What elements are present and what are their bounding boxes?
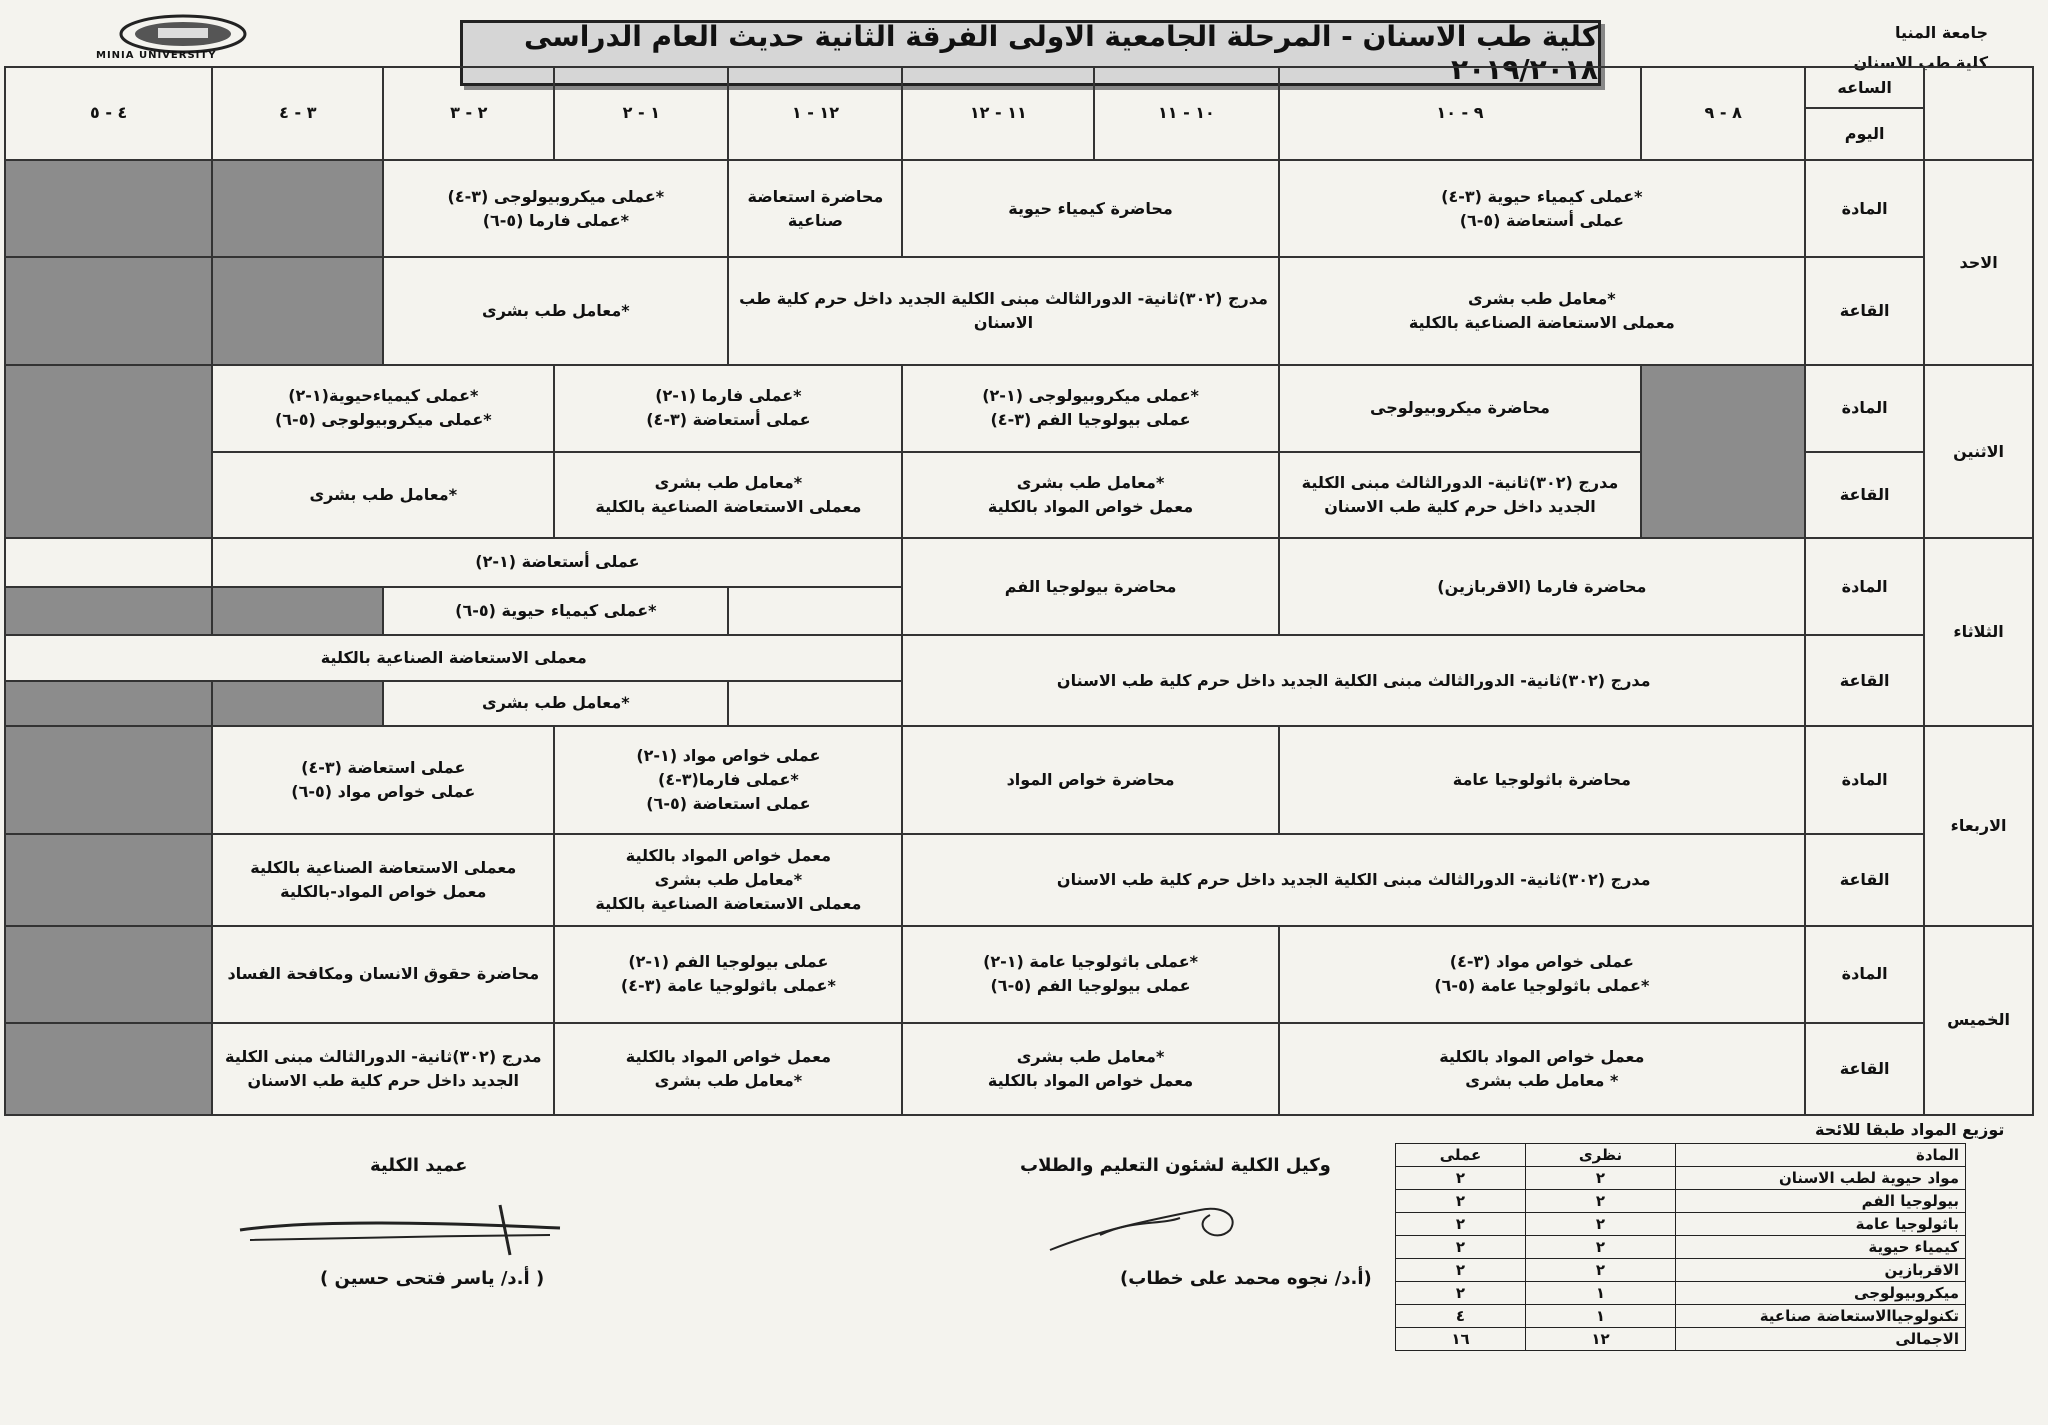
- table-row: [1396, 1167, 1966, 1190]
- slot-header: ١١ - ١٢: [902, 67, 1094, 160]
- empty-slot: [5, 587, 212, 636]
- subject-name: تكنولوجياالاستعاضة صناعية: [1676, 1305, 1966, 1328]
- subject-label: المادة: [1805, 926, 1924, 1023]
- vice-dean-name: (أ.د/ نجوه محمد على خطاب): [1120, 1268, 1372, 1289]
- room-cell: مدرج (٣٠٢)ثانية- الدورالثالث مبنى الكلية الجديد داخل حرم كلية طب الاسنان: [902, 635, 1805, 726]
- empty-slot: [5, 681, 212, 726]
- room-cell: *معامل طب بشرى: [212, 452, 554, 538]
- day-tuesday: الثلاثاء: [1924, 538, 2033, 726]
- schedule-cell: محاضرة فارما (الاقربازين): [1279, 538, 1805, 635]
- table-row: [1396, 1190, 1966, 1213]
- hour-label: الساعه: [1805, 67, 1924, 108]
- empty-slot: [1641, 365, 1805, 538]
- total-theory: ١٢: [1526, 1328, 1676, 1351]
- empty-slot: [728, 587, 902, 636]
- empty-slot: [5, 160, 212, 257]
- subject-name: كيمياء حيوية: [1676, 1236, 1966, 1259]
- theory-hours: ١: [1526, 1282, 1676, 1305]
- subject-name: بيولوجيا الفم: [1676, 1190, 1966, 1213]
- room-label: القاعة: [1805, 452, 1924, 538]
- theory-hours: ٢: [1526, 1236, 1676, 1259]
- room-cell: *معامل طب بشرى معمل خواص المواد بالكلية: [902, 452, 1278, 538]
- schedule-cell: *عملى فارما (١-٢) عملى أستعاضة (٣-٤): [554, 365, 902, 451]
- room-label: القاعة: [1805, 635, 1924, 726]
- schedule-cell: *عملى كيمياءحيوية(١-٢) *عملى ميكروبيولوجى (٥-٦): [212, 365, 554, 451]
- total-label: الاجمالى: [1676, 1328, 1966, 1351]
- table-row: [1396, 1282, 1966, 1305]
- empty-slot: [5, 257, 212, 365]
- room-label: القاعة: [1805, 257, 1924, 365]
- room-cell: معملى الاستعاضة الصناعية بالكلية: [5, 635, 902, 680]
- dean-name: ( أ.د/ ياسر فتحى حسين ): [320, 1268, 545, 1289]
- slot-header: ٢ - ٣: [383, 67, 554, 160]
- schedule-cell: عملى أستعاضة (١-٢): [212, 538, 902, 587]
- schedule-cell: محاضرة ميكروبيولوجى: [1279, 365, 1642, 451]
- schedule-cell: محاضرة استعاضة صناعية: [728, 160, 902, 257]
- room-cell: معمل خواص المواد بالكلية *معامل طب بشرى: [554, 1023, 902, 1115]
- empty-slot: [212, 587, 383, 636]
- total-practical: ١٦: [1396, 1328, 1526, 1351]
- slot-header: ١٢ - ١: [728, 67, 902, 160]
- table-header-row: [1396, 1144, 1966, 1167]
- empty-slot: [5, 538, 212, 587]
- empty-slot: [5, 365, 212, 538]
- dean-title: عميد الكلية: [370, 1155, 468, 1176]
- room-cell: مدرج (٣٠٢)ثانية- الدورالثالث مبنى الكلية الجديد داخل حرم كلية طب الاسنان: [728, 257, 1278, 365]
- empty-slot: [5, 726, 212, 834]
- slot-header: ٣ - ٤: [212, 67, 383, 160]
- schedule-cell: محاضرة حقوق الانسان ومكافحة الفساد: [212, 926, 554, 1023]
- practical-hours: ٢: [1396, 1190, 1526, 1213]
- subject-name: الاقربازين: [1676, 1259, 1966, 1282]
- day-label: اليوم: [1805, 108, 1924, 160]
- slot-header: ١٠ - ١١: [1094, 67, 1278, 160]
- practical-hours: ٢: [1396, 1236, 1526, 1259]
- distribution-table: [1395, 1143, 1966, 1351]
- room-cell: معمل خواص المواد بالكلية *معامل طب بشرى معملى الاستعاضة الصناعية بالكلية: [554, 834, 902, 926]
- practical-hours: ٢: [1396, 1213, 1526, 1236]
- theory-hours: ٢: [1526, 1259, 1676, 1282]
- empty-slot: [5, 1023, 212, 1115]
- schedule-cell: محاضرة كيمياء حيوية: [902, 160, 1278, 257]
- empty-slot: [728, 681, 902, 726]
- day-monday: الاثنين: [1924, 365, 2033, 538]
- schedule-cell: *عملى ميكروبيولوجى (٣-٤) *عملى فارما (٥-٦): [383, 160, 728, 257]
- logo-text: MINIA UNIVERSITY: [96, 50, 217, 61]
- schedule-cell: عملى خواص مواد (٣-٤) *عملى باثولوجيا عامة (٥-٦): [1279, 926, 1805, 1023]
- subject-name: ميكروبيولوجى: [1676, 1282, 1966, 1305]
- subject-label: المادة: [1805, 160, 1924, 257]
- subject-label: المادة: [1805, 365, 1924, 451]
- day-thursday: الخميس: [1924, 926, 2033, 1115]
- room-cell: معمل خواص المواد بالكلية * معامل طب بشرى: [1279, 1023, 1805, 1115]
- schedule-cell: *عملى ميكروبيولوجى (١-٢) عملى بيولوجيا الفم (٣-٤): [902, 365, 1278, 451]
- schedule-cell: عملى خواص مواد (١-٢) *عملى فارما(٣-٤) عملى استعاضة (٥-٦): [554, 726, 902, 834]
- room-label: القاعة: [1805, 1023, 1924, 1115]
- vice-dean-signature: [1040, 1190, 1260, 1260]
- schedule-cell: محاضرة خواص المواد: [902, 726, 1278, 834]
- room-cell: مدرج (٣٠٢)ثانية- الدورالثالث مبنى الكلية الجديد داخل حرم كلية طب الاسنان: [1279, 452, 1642, 538]
- empty-slot: [212, 681, 383, 726]
- practical-hours: ٤: [1396, 1305, 1526, 1328]
- schedule-cell: *عملى باثولوجيا عامة (١-٢) عملى بيولوجيا الفم (٥-٦): [902, 926, 1278, 1023]
- faculty-name: كلية طب الاسنان: [1853, 53, 1988, 72]
- empty-slot: [212, 257, 383, 365]
- column-header: نظرى: [1526, 1144, 1676, 1167]
- day-sunday: الاحد: [1924, 160, 2033, 365]
- room-cell: *معامل طب بشرى معمل خواص المواد بالكلية: [902, 1023, 1278, 1115]
- schedule-cell: عملى بيولوجيا الفم (١-٢) *عملى باثولوجيا عامة (٣-٤): [554, 926, 902, 1023]
- day-wednesday: الاربعاء: [1924, 726, 2033, 926]
- room-cell: مدرج (٣٠٢)ثانية- الدورالثالث مبنى الكلية الجديد داخل حرم كلية طب الاسنان: [212, 1023, 554, 1115]
- subject-name: باثولوجيا عامة: [1676, 1213, 1966, 1236]
- room-cell: معملى الاستعاضة الصناعية بالكلية معمل خواص المواد-بالكلية: [212, 834, 554, 926]
- table-row: [1396, 1213, 1966, 1236]
- vice-dean-title: وكيل الكلية لشئون التعليم والطلاب: [1020, 1155, 1331, 1176]
- theory-hours: ٢: [1526, 1190, 1676, 1213]
- column-header: المادة: [1676, 1144, 1966, 1167]
- schedule-cell: محاضرة باثولوجيا عامة: [1279, 726, 1805, 834]
- subject-name: مواد حيوية لطب الاسنان: [1676, 1167, 1966, 1190]
- practical-hours: ٢: [1396, 1259, 1526, 1282]
- subject-label: المادة: [1805, 726, 1924, 834]
- theory-hours: ٢: [1526, 1167, 1676, 1190]
- table-row: [1396, 1259, 1966, 1282]
- empty-slot: [5, 926, 212, 1023]
- room-cell: *معامل طب بشرى: [383, 257, 728, 365]
- schedule-cell: *عملى كيمياء حيوية (٣-٤) عملى أستعاضة (٥-٦): [1279, 160, 1805, 257]
- page-title: كلية طب الاسنان - المرحلة الجامعية الاولى الفرقة الثانية حديث العام الدراسى ٢٠١٩/٢٠١٨: [460, 20, 1601, 86]
- slot-header: ٩ - ١٠: [1279, 67, 1642, 160]
- table-row: [1396, 1305, 1966, 1328]
- room-cell: *معامل طب بشرى معملى الاستعاضة الصناعية بالكلية: [1279, 257, 1805, 365]
- room-label: القاعة: [1805, 834, 1924, 926]
- corner-cell: [1924, 67, 2033, 160]
- room-cell: مدرج (٣٠٢)ثانية- الدورالثالث مبنى الكلية الجديد داخل حرم كلية طب الاسنان: [902, 834, 1805, 926]
- table-total-row: [1396, 1328, 1966, 1351]
- schedule-cell: عملى استعاضة (٣-٤) عملى خواص مواد (٥-٦): [212, 726, 554, 834]
- dean-signature: [230, 1200, 570, 1260]
- schedule-table: [4, 66, 2034, 1116]
- slot-header: ٨ - ٩: [1641, 67, 1805, 160]
- slot-header: ١ - ٢: [554, 67, 728, 160]
- theory-hours: ١: [1526, 1305, 1676, 1328]
- subject-label: المادة: [1805, 538, 1924, 635]
- theory-hours: ٢: [1526, 1213, 1676, 1236]
- column-header: عملى: [1396, 1144, 1526, 1167]
- table-row: [1396, 1236, 1966, 1259]
- slot-header: ٤ - ٥: [5, 67, 212, 160]
- room-cell: *معامل طب بشرى معملى الاستعاضة الصناعية بالكلية: [554, 452, 902, 538]
- distribution-caption: توزيع المواد طبقا للائحة: [1815, 1120, 2005, 1139]
- practical-hours: ٢: [1396, 1167, 1526, 1190]
- room-cell: *معامل طب بشرى: [383, 681, 728, 726]
- university-name: جامعة المنيا: [1894, 23, 1988, 42]
- empty-slot: [5, 834, 212, 926]
- empty-slot: [212, 160, 383, 257]
- schedule-cell: *عملى كيمياء حيوية (٥-٦): [383, 587, 728, 636]
- schedule-cell: محاضرة بيولوجيا الفم: [902, 538, 1278, 635]
- practical-hours: ٢: [1396, 1282, 1526, 1305]
